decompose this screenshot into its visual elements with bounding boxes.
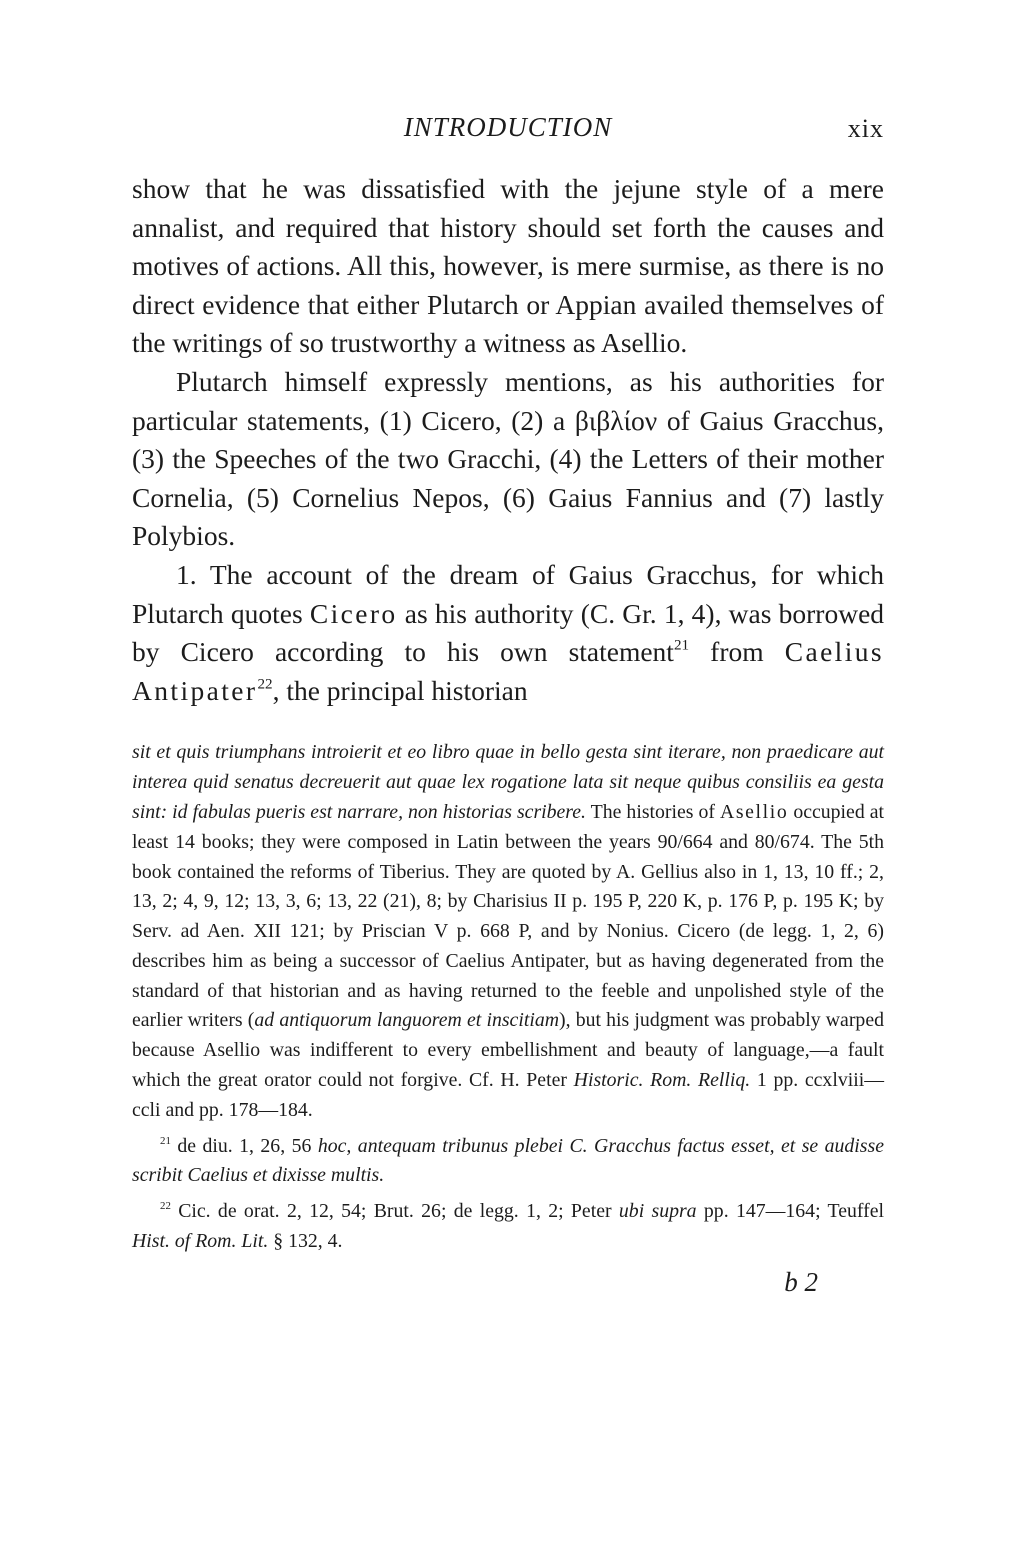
footnote-22 bbox=[132, 1197, 884, 1257]
paragraph-1: show that he was dissatisfied with the jejune style of a mere annalist, and required that history should set forth the causes and motives of actions. All this, however, is mere surmise, as there is no direct evidence that either Plutarch or Appian availed themselves of the writings of so trustworthy a witness as Asellio. bbox=[132, 173, 884, 359]
footnote-text: de diu. 1, 26, 56 bbox=[177, 1134, 312, 1157]
paragraph-3-part-d: , the principal historian bbox=[272, 674, 528, 706]
footnote-21 bbox=[132, 1132, 884, 1192]
footnote-italic: Hist. of Rom. Lit. bbox=[132, 1230, 269, 1253]
signature-mark: b 2 bbox=[784, 1266, 818, 1297]
paragraph-3-part-b: as his authority (C. Gr. 1, 4), was borrowed by Cicero according to his own statement bbox=[132, 597, 885, 668]
footnote-quote: sit et quis triumphans introierit et eo libro quae in bello gesta sint iterare, non praedicare aut interea quid senatus decreuerit aut quae lex rogatione lata sit neque quibus consiliis ea gesta sint: id fabulas pueris est narrare, non historias scribere. bbox=[132, 741, 884, 823]
paragraph-3-part-a: 1. The account of the dream of Gaius Gracchus, for which Plutarch quotes bbox=[132, 558, 884, 629]
footnote-italic: Historic. Rom. Relliq. bbox=[573, 1069, 751, 1092]
footnote-text: § 132, 4. bbox=[273, 1230, 343, 1253]
footnote-continuation bbox=[132, 738, 884, 1125]
footnote-text: pp. 147—164; Teuffel bbox=[703, 1200, 884, 1223]
footnote-number: 22 bbox=[160, 1200, 171, 1213]
caelius-name: Caelius Antipater bbox=[132, 636, 885, 706]
page-number: xix bbox=[847, 114, 884, 143]
footnote-text: The histories of bbox=[590, 800, 715, 823]
page bbox=[132, 112, 884, 1298]
footnote-text: 1 pp. ccxlviii—ccli and pp. 178—184. bbox=[132, 1069, 884, 1121]
footnotes bbox=[132, 738, 884, 1257]
main-text bbox=[132, 170, 884, 710]
asellio-name: Asellio bbox=[719, 800, 789, 823]
paragraph-3-part-c: from bbox=[710, 636, 764, 668]
paragraph-3 bbox=[132, 556, 884, 710]
footnote-italic: ad antiquorum languorem et inscitiam bbox=[254, 1009, 559, 1032]
footnote-ref-21: 21 bbox=[673, 637, 690, 654]
footnote-text: occupied at least 14 books; they were composed in Latin between the years 90/664 and 80/674. The 5th book contained the reforms of Tiberius. They are quoted by A. Gellius also in 1, 13, 10 ff.; 2, 13, 2; 4, 9, 12; 13, 3, 6; 13, 22 (21), 8; by Charisius II p. 195 P, 220 K, p. 176 P, p. 195 K; by Serv. ad Aen. XII 121; by Priscian V p. 668 P, and by Nonius. Cicero (de legg. 1, 2, 6) describes him as being a successor of Caelius Antipater, but as having degenerated from the standard of that historian and as having returned to the feeble and unpolished style of the earlier writers ( bbox=[132, 800, 885, 1032]
footnote-italic: ubi supra bbox=[618, 1200, 697, 1223]
footnote-text: ), but his judgment was probably warped because Asellio was indifferent to every embellishment and beauty of language,—a fault which the great orator could not forgive. Cf. H. Peter bbox=[132, 1009, 884, 1092]
cicero-name: Cicero bbox=[309, 597, 398, 629]
footnote-number: 21 bbox=[160, 1134, 171, 1147]
paragraph-2: Plutarch himself expressly mentions, as his authorities for particular statements, (1) Cicero, (2) a βιβλίον of Gaius Gracchus, (3) the Speeches of the two Gracchi, (4) the Letters of their mother Cornelia, (5) Cornelius Nepos, (6) Gaius Fannius and (7) lastly Polybios. bbox=[132, 365, 884, 552]
page-title: INTRODUCTION bbox=[403, 112, 613, 142]
footnote-text: Cic. de orat. 2, 12, 54; Brut. 26; de legg. 1, 2; Peter bbox=[178, 1200, 612, 1223]
running-head bbox=[132, 112, 884, 152]
footnote-italic: hoc, antequam tribunus plebei C. Gracchus factus esset, et se audisse scribit Caelius et dixisse multis. bbox=[132, 1134, 884, 1187]
footnote-ref-22: 22 bbox=[257, 676, 273, 693]
